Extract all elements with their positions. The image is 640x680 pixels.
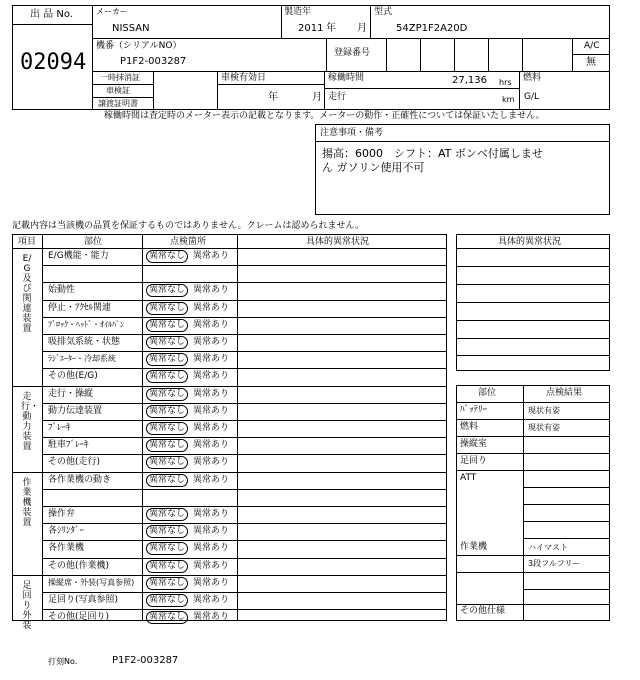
- ng-option[interactable]: 異常あり: [193, 560, 230, 571]
- ok-option[interactable]: 異常なし: [146, 353, 188, 366]
- km-unit: km: [502, 95, 515, 104]
- lot-no-value: 02094: [20, 50, 87, 75]
- table-h-detail: 具体的異常状況: [306, 237, 370, 247]
- transfer-cert-label: 譲渡証明書: [98, 99, 138, 108]
- group-label: 走行・動力装置: [21, 391, 40, 452]
- stamp-label: 打刻No.: [48, 657, 78, 666]
- table-row-part: ﾌﾞﾚｰｷ: [48, 423, 71, 433]
- ok-option[interactable]: 異常なし: [146, 474, 188, 487]
- ok-option[interactable]: 異常なし: [146, 405, 188, 418]
- remarks-title: 注意事項・備考: [320, 128, 384, 138]
- table-row-part: ﾗｼﾞｴｰﾀｰ・冷却系統: [48, 354, 116, 364]
- table-row-part: 各作業機: [48, 543, 85, 554]
- table-row-part: ﾌﾞﾛｯｸ・ﾍｯﾄﾞ・ｵｲﾙﾊﾟﾝ: [48, 319, 124, 329]
- battery-result: 現状有姿: [528, 406, 560, 415]
- remarks-line2: ん ガソリン使用不可: [322, 161, 425, 174]
- hours-note: 稼働時間は査定時のメーター表示の記載となります。メーターの動作・正確性については保証いたしません。: [104, 111, 545, 121]
- ac-value: 無: [586, 57, 596, 68]
- ng-option[interactable]: 異常あり: [193, 302, 230, 313]
- ng-option[interactable]: 異常あり: [193, 595, 230, 605]
- hours-unit: hrs: [499, 78, 512, 87]
- results-h-result: 点検結果: [546, 388, 583, 398]
- ng-option[interactable]: 異常あり: [193, 440, 230, 451]
- hours-value: 27,136: [452, 75, 487, 86]
- mast-value: ハイマスト: [528, 543, 568, 552]
- table-row-part: その他(E/G): [48, 371, 98, 382]
- vehicle-cert-label: 車検証: [106, 86, 130, 95]
- insp-year-unit: 年: [268, 92, 278, 103]
- insp-month-unit: 月: [312, 92, 322, 103]
- ng-option[interactable]: 異常あり: [193, 319, 230, 330]
- battery-label: ﾊﾞｯﾃﾘｰ: [460, 405, 488, 415]
- ng-option[interactable]: 異常あり: [193, 371, 230, 382]
- year-label: 製造年: [284, 7, 312, 17]
- group-label: 作業機装置: [22, 477, 32, 528]
- lot-no-label: 出 品 No.: [30, 9, 73, 20]
- table-row-part: その他(足回り): [48, 612, 110, 623]
- ok-option[interactable]: 異常なし: [146, 336, 188, 349]
- ok-option[interactable]: 異常なし: [146, 284, 188, 297]
- ng-option[interactable]: 異常あり: [193, 543, 230, 554]
- ok-option[interactable]: 異常なし: [146, 370, 188, 383]
- ok-option[interactable]: 異常なし: [146, 250, 188, 263]
- hours-label: 稼働時間: [328, 73, 365, 83]
- fuel-row-label: 燃料: [460, 422, 479, 432]
- ng-option[interactable]: 異常あり: [193, 251, 230, 261]
- ng-option[interactable]: 異常あり: [193, 526, 230, 537]
- ok-option[interactable]: 異常なし: [146, 302, 188, 315]
- table-row-part: 停止・ｱｸｾﾙ関連: [48, 302, 112, 313]
- month-unit: 月: [357, 23, 367, 34]
- maker-label: メーカー: [96, 7, 128, 16]
- table-row-part: E/G機能・能力: [48, 251, 109, 261]
- ng-option[interactable]: 異常あり: [193, 423, 230, 433]
- reg-label: 登録番号: [334, 48, 371, 58]
- ok-option[interactable]: 異常なし: [146, 388, 188, 401]
- table-row-part: 走行・操縦: [48, 388, 94, 399]
- serial-label: 機番（シリアルNO）: [96, 41, 182, 51]
- ac-label: A/C: [584, 41, 600, 51]
- year-value: 2011: [298, 23, 324, 34]
- ok-option[interactable]: 異常なし: [146, 542, 188, 555]
- results-h-part: 部位: [478, 388, 497, 398]
- table-row-part: 始動性: [48, 285, 76, 296]
- maker-value: NISSAN: [112, 23, 150, 34]
- table-row-part: 吸排気系統・状態: [48, 337, 121, 347]
- ng-option[interactable]: 異常あり: [193, 285, 230, 296]
- ng-option[interactable]: 異常あり: [193, 577, 230, 588]
- ok-option[interactable]: 異常なし: [146, 611, 188, 624]
- fuel-result: 現状有姿: [528, 423, 560, 432]
- ng-option[interactable]: 異常あり: [193, 337, 230, 347]
- detail-header: 具体的異常状況: [498, 237, 562, 247]
- table-row-part: 動力伝達装置: [48, 405, 103, 416]
- table-row-part: その他(走行): [48, 457, 101, 468]
- travel-label: 走行: [328, 92, 347, 102]
- ok-option[interactable]: 異常なし: [146, 560, 188, 573]
- results-box: [456, 385, 610, 621]
- serial-value: P1F2-003287: [120, 56, 187, 67]
- att-label: ATT: [460, 473, 477, 483]
- group-label: E/G及び関連装置: [22, 254, 32, 334]
- ok-option[interactable]: 異常なし: [146, 594, 188, 607]
- table-h-item: 項目: [18, 237, 37, 247]
- ok-option[interactable]: 異常なし: [146, 439, 188, 452]
- year-unit: 年: [326, 23, 336, 34]
- inspection-label: 車検有効日: [221, 73, 267, 83]
- group-label: 足回り外装: [22, 580, 32, 631]
- model-value: 54ZP1F2A20D: [396, 23, 468, 34]
- ng-option[interactable]: 異常あり: [193, 388, 230, 399]
- ng-option[interactable]: 異常あり: [193, 612, 230, 623]
- cab-label: 操縦室: [460, 439, 488, 449]
- ng-option[interactable]: 異常あり: [193, 405, 230, 416]
- table-row-part: その他(作業機): [48, 560, 110, 571]
- table-row-part: 各ｼﾘﾝﾀﾞｰ: [48, 526, 85, 537]
- model-label: 型式: [374, 7, 393, 17]
- stamp-value: P1F2-003287: [112, 655, 179, 666]
- ok-option[interactable]: 異常なし: [146, 577, 188, 590]
- ng-option[interactable]: 異常あり: [193, 474, 230, 485]
- table-row-part: 駐車ﾌﾞﾚｰｷ: [48, 440, 89, 451]
- other-spec-label: その他仕様: [460, 606, 506, 616]
- ok-option[interactable]: 異常なし: [146, 525, 188, 538]
- remarks-line1: 揚高：6000 シフト：AT ボンベ付属しませ: [322, 147, 543, 160]
- table-row-part: 操作弁: [48, 509, 76, 519]
- table-h-check: 点検箇所: [170, 237, 207, 247]
- ok-option[interactable]: 異常なし: [146, 456, 188, 469]
- temp-permit-label: 一時抹消証: [100, 73, 140, 82]
- fuel-label: 燃料: [523, 73, 542, 83]
- table-row-part: 各作業機の動き: [48, 474, 112, 485]
- forks-value: 3段フルフリー: [528, 559, 581, 568]
- ok-option[interactable]: 異常なし: [146, 319, 188, 332]
- fuel-value: G/L: [524, 92, 540, 102]
- table-h-part: 部位: [84, 237, 103, 247]
- ng-option[interactable]: 異常あり: [193, 457, 230, 468]
- undercarriage-label: 足回り: [460, 456, 488, 466]
- header-block: [12, 5, 610, 110]
- work-label: 作業機: [460, 542, 488, 552]
- ng-option[interactable]: 異常あり: [193, 509, 230, 519]
- ok-option[interactable]: 異常なし: [146, 508, 188, 521]
- ok-option[interactable]: 異常なし: [146, 422, 188, 435]
- table-row-part: 操縦席・外装(写真参照): [48, 577, 135, 587]
- table-row-part: 足回り(写真参照): [48, 595, 119, 605]
- ng-option[interactable]: 異常あり: [193, 354, 230, 365]
- disclaimer: 記載内容は当該機の品質を保証するものではありません。クレームは認められません。: [12, 221, 365, 231]
